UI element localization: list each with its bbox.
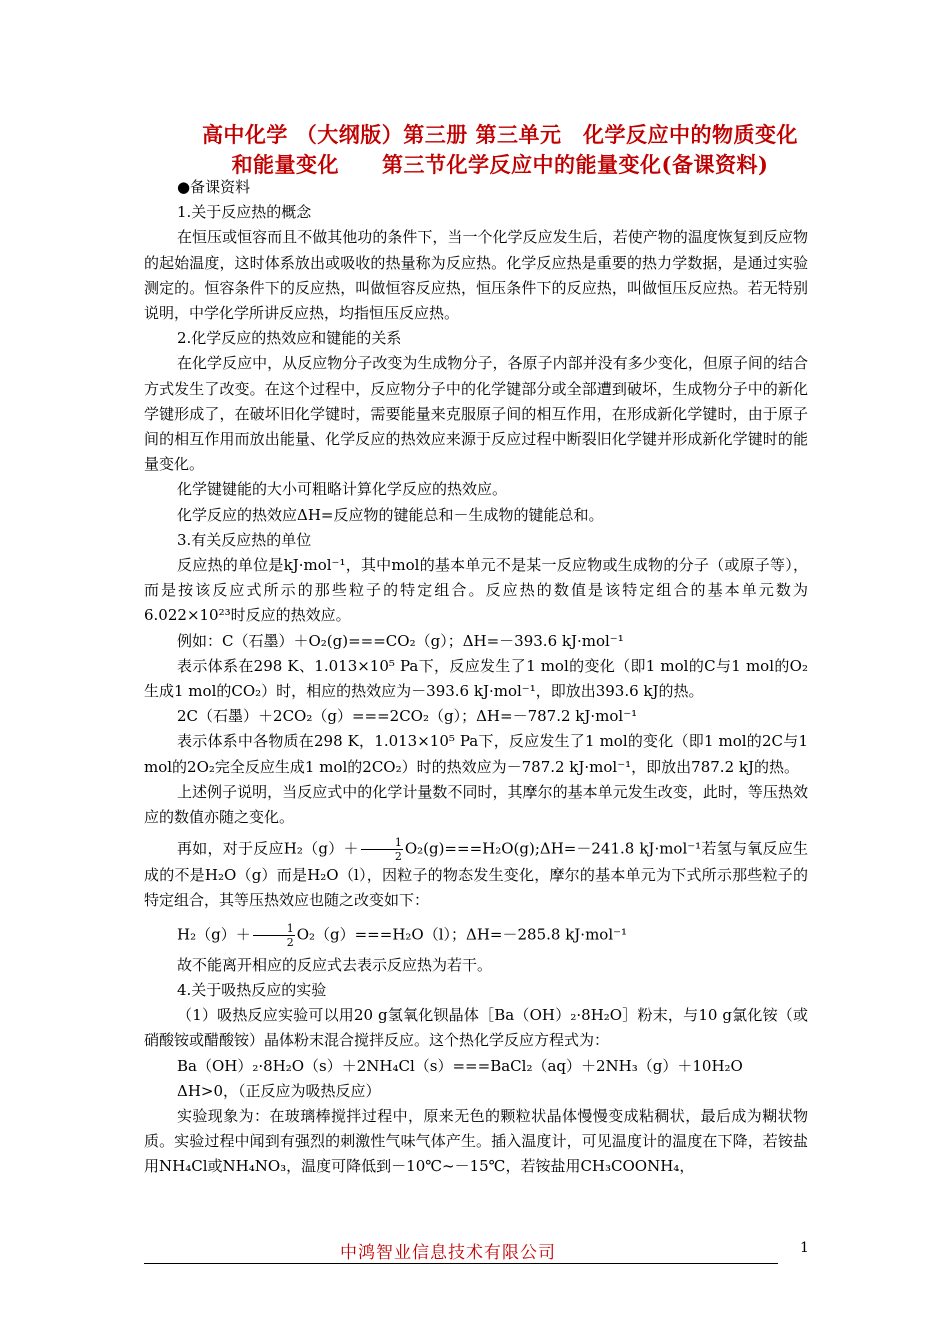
equation-3-lead: H₂（g）＋ (177, 925, 251, 944)
paragraph-12: 实验现象为：在玻璃棒搅拌过程中，原来无色的颗粒状晶体慢慢变成粘稠状，最后成为糊状物质。实验过程中闻到有强烈的刺激性气味气体产生。插入温度计，可见温度计的温度在下降，若铵盐用NH₄Cl或NH₄NO₃，温度可降低到－10℃~－15℃，若铵盐用CH₃COONH₄， (144, 1106, 808, 1176)
equation-4-note: ΔH>0，（正反应为吸热反应） (177, 1081, 381, 1100)
paragraph-11: （1）吸热反应实验可以用20 g氢氧化钡晶体［Ba（OH）₂·8H₂O］粉末，与10 g氯化铵（或硝酸铵或醋酸铵）晶体粉末混合搅拌反应。这个热化学反应方程式为： (144, 1006, 808, 1050)
document-title-line-1: 高中化学 （大纲版）第三册 第三单元 化学反应中的物质变化 (201, 122, 799, 147)
paragraph-9 (144, 836, 808, 913)
fraction-denominator-2: 2 (286, 935, 294, 949)
fraction-half-2 (253, 922, 295, 949)
heading-3: 3.有关反应热的单位 (177, 530, 312, 549)
equation-2: 2C（石墨）＋2CO₂（g）===2CO₂（g）；ΔH=－787.2 kJ·mol⁻¹ (177, 707, 638, 726)
paragraph-2: 在化学反应中，从反应物分子改变为生成物分子，各原子内部并没有多少变化，但原子间的结合方式发生了改变。在这个过程中，反应物分子中的化学键部分或全部遭到破坏，生成物分子中的新化学键形成了，在破坏旧化学键时，需要能量来克服原子间的相互作用，在形成新化学键时，由于原子间的相互作用而放出能量、化学反应的热效应来源于反应过程中断裂旧化学键并形成新化学键时的能量变化。 (144, 354, 808, 474)
paragraph-10: 故不能离开相应的反应式去表示反应热为若干。 (177, 955, 493, 974)
paragraph-4: 化学反应的热效应ΔH=反应物的键能总和－生成物的键能总和。 (177, 505, 604, 524)
page-number: 1 (800, 1240, 809, 1256)
heading-4: 4.关于吸热反应的实验 (177, 980, 327, 999)
paragraph-9-rest: O₂(g)===H₂O(g);ΔH=－241.8 kJ·mol⁻¹若氢与氧反应生成的不是H₂O（g）而是H₂O（l），因粒子的物态发生变化，摩尔的基本单元为下式所示那些粒子的特定组合，其等压热效应也随之改变如下： (144, 839, 809, 910)
paragraph-5: 反应热的单位是kJ·mol⁻¹，其中mol的基本单元不是某一反应物或生成物的分子（或原子等），而是按该反应式所示的那些粒子的特定组合。反应热的数值是该特定组合的基本单元数为6.022×10²³时反应的热效应。 (144, 556, 808, 625)
section-marker: ●备课资料 (177, 178, 251, 196)
heading-2: 2.化学反应的热效应和键能的关系 (177, 329, 402, 348)
paragraph-1: 在恒压或恒容而且不做其他功的条件下，当一个化学反应发生后，若使产物的温度恢复到反应物的起始温度，这时体系放出或吸收的热量称为反应热。化学反应热是重要的热力学数据，是通过实验测定的。恒容条件下的反应热，叫做恒容反应热，恒压条件下的反应热，叫做恒压反应热。若无特别说明，中学化学所讲反应热，均指恒压反应热。 (144, 228, 808, 323)
paragraph-6: 表示体系在298 K、1.013×10⁵ Pa下，反应发生了1 mol的变化（即1 mol的C与1 mol的O₂生成1 mol的CO₂）时，相应的热效应为－393.6 kJ·mol⁻¹，即放出393.6 kJ的热。 (144, 656, 808, 701)
equation-4: Ba（OH）₂·8H₂O（s）＋2NH₄Cl（s）===BaCl₂（aq）＋2NH₃（g）＋10H₂O (177, 1056, 743, 1075)
paragraph-8: 上述例子说明，当反应式中的化学计量数不同时，其摩尔的基本单元发生改变，此时，等压热效应的数值亦随之变化。 (144, 782, 808, 827)
equation-1: 例如：C（石墨）＋O₂(g)===CO₂（g）；ΔH=－393.6 kJ·mol⁻¹ (177, 631, 624, 650)
footer-company: 中鸿智业信息技术有限公司 (340, 1243, 556, 1263)
fraction-half (361, 836, 403, 863)
fraction-denominator: 2 (394, 850, 402, 864)
heading-1: 1.关于反应热的概念 (177, 203, 312, 222)
document-title-line-2: 和能量变化 第三节化学反应中的能量变化(备课资料) (231, 152, 769, 177)
document-body (144, 175, 808, 1180)
equation-3 (144, 922, 808, 949)
paragraph-9-lead: 再如，对于反应H₂（g）＋ (177, 839, 359, 858)
paragraph-7: 表示体系中各物质在298 K，1.013×10⁵ Pa下，反应发生了1 mol的变化（即1 mol的2C与1 mol的2O₂完全反应生成1 mol的2CO₂）时的热效应为－787.2 kJ·mol⁻¹，即放出787.2 kJ的热。 (144, 732, 808, 776)
footer-rule (144, 1263, 778, 1264)
fraction-numerator-2: 1 (253, 922, 295, 936)
paragraph-3: 化学键键能的大小可粗略计算化学反应的热效应。 (177, 480, 508, 499)
equation-3-rest: O₂（g）===H₂O（l）；ΔH=－285.8 kJ·mol⁻¹ (296, 925, 628, 944)
fraction-numerator: 1 (361, 836, 403, 850)
